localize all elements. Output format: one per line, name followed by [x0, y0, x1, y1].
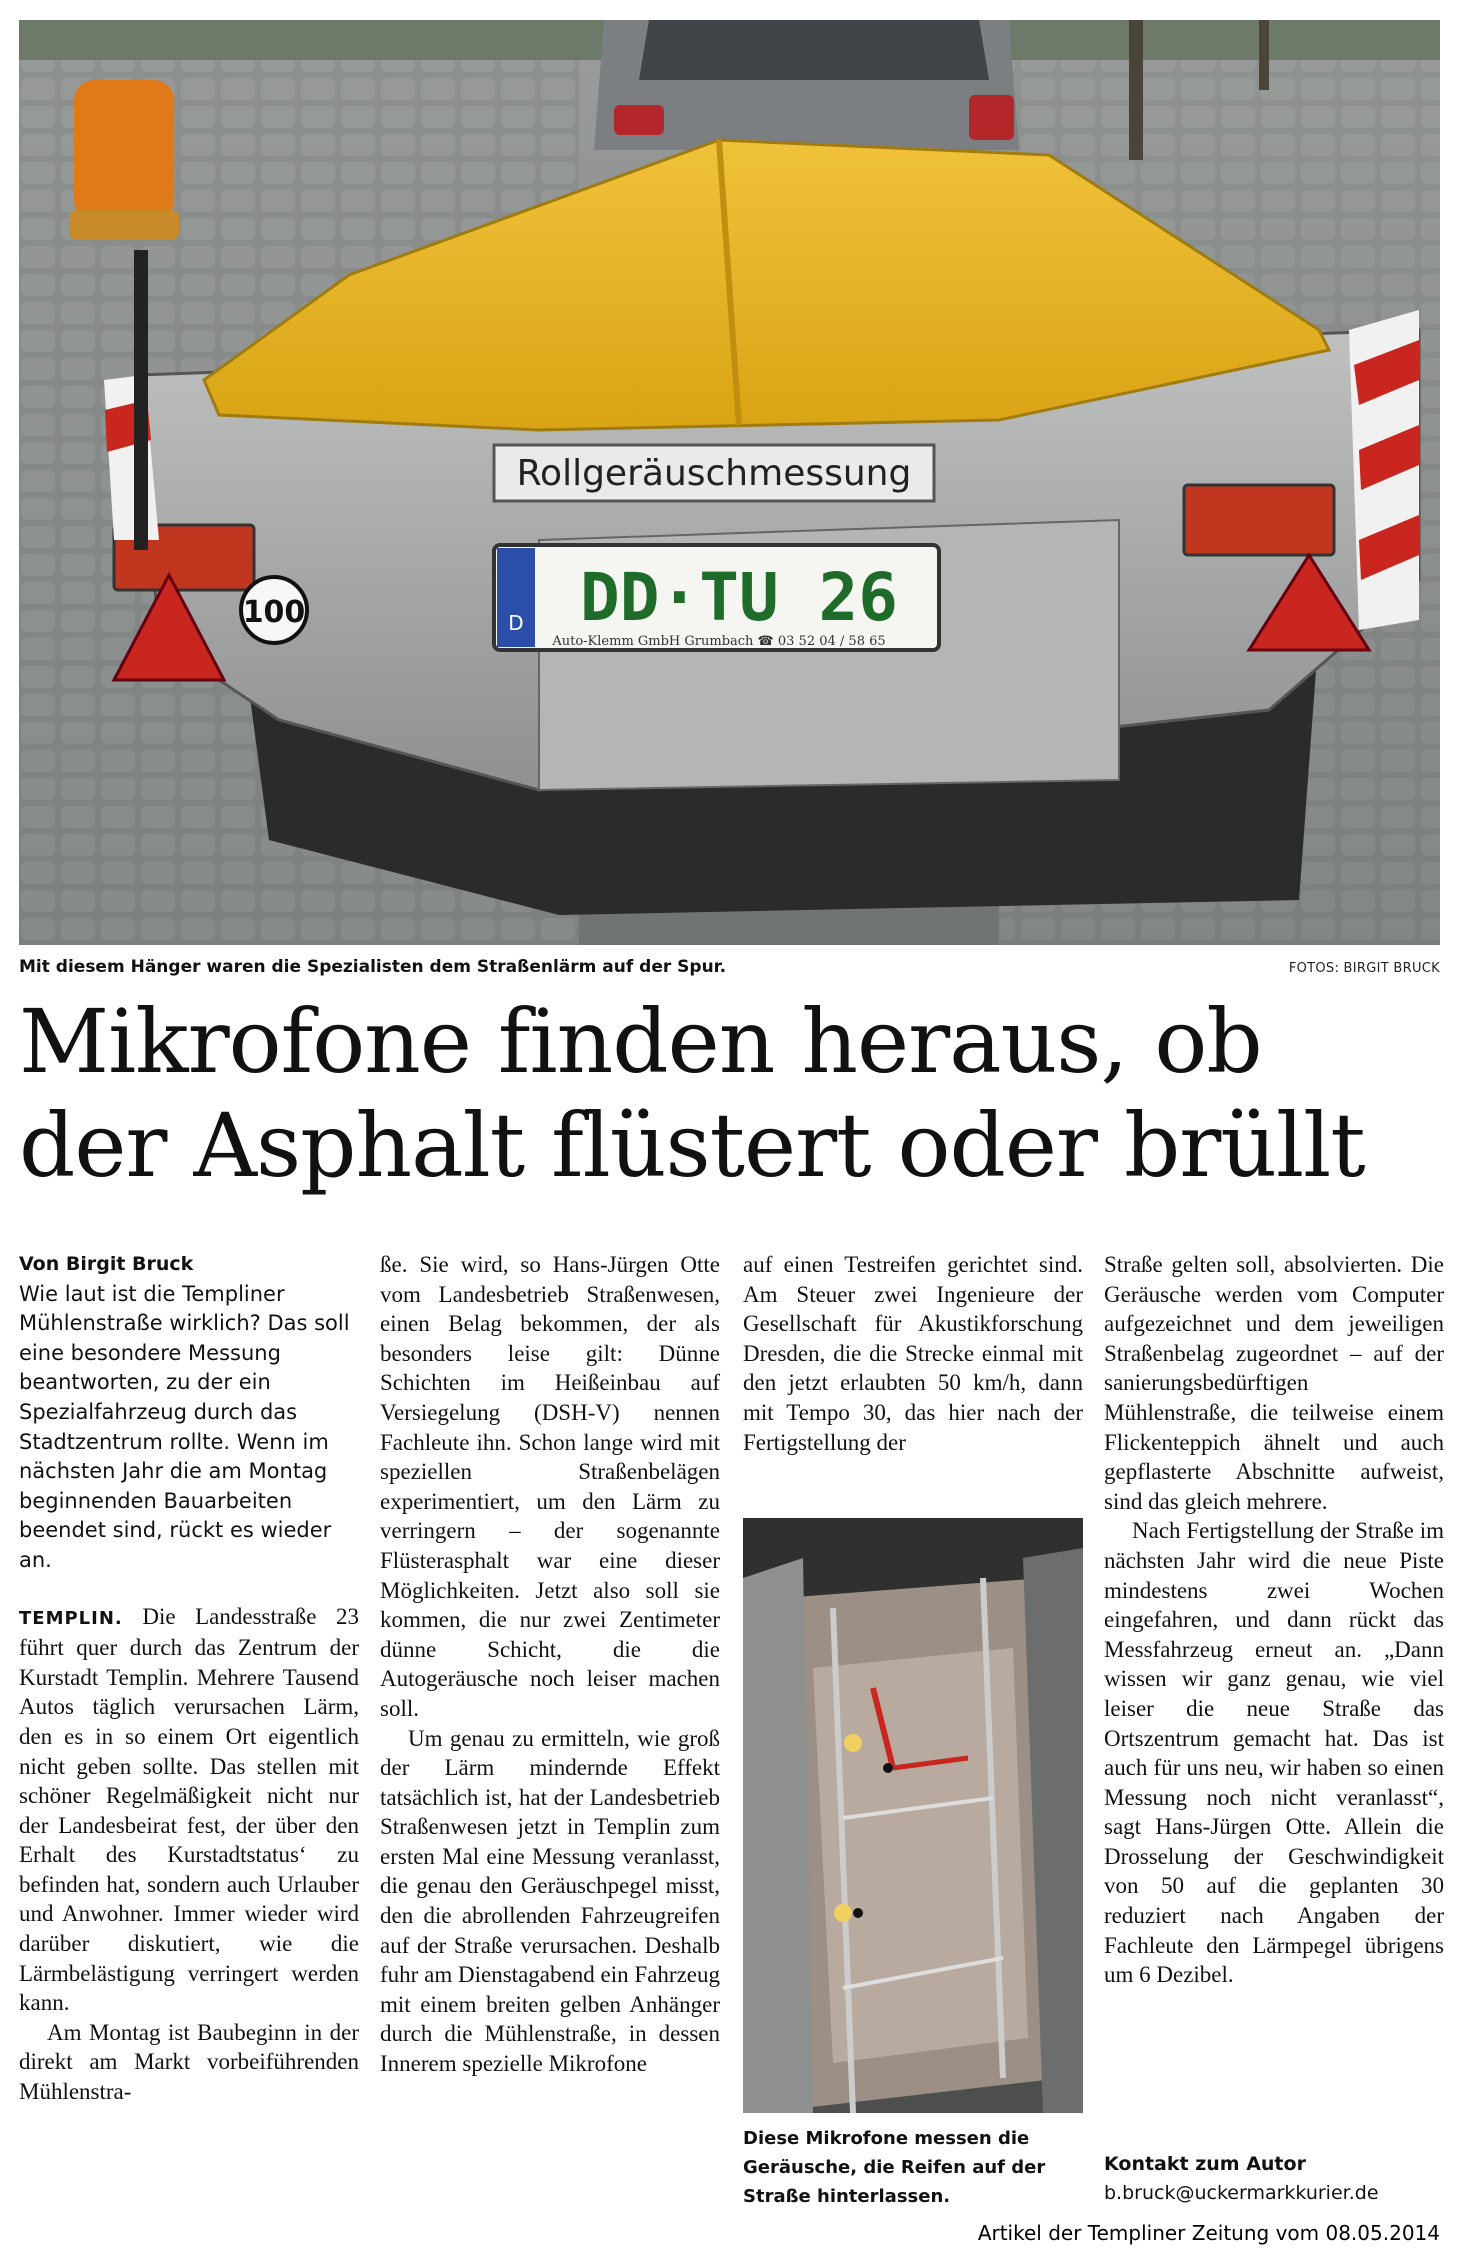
paragraph: Nach Fertigstellung der Straße im nächsten Jahr wird die neue Piste mindestens zwei Wochen eingefahren, und dann rückt das Messfahrzeug erneut an. „Dann wissen wir ganz genau, wie viel leiser die neue Straße das Ortszentrum gemacht hat. Das ist auch für uns neu, wir haben so einen Messung noch nicht veranlasst“, sagt Hans-Jürgen Otte. Allein die Drosselung der Geschwindigkeit von 50 auf die geplanten 30 reduziert nach Angaben der Fachleute den Lärmpegel übrigens um 6 Dezibel. — [1104, 1518, 1444, 1988]
column-4 — [1104, 1250, 1444, 1990]
column-3 — [743, 1250, 1083, 1457]
paragraph: Straße gelten soll, absolvierten. Die Geräusche werden vom Computer aufgezeichnet und dem jeweiligen Straßenbelag zugeordnet – auf der sanierungsbedürftigen Mühlenstraße, die teilweise einem Flickenteppich ähnelt und auch gepflasterte Abschnitte aufweist, sind das gleich mehrere. — [1104, 1252, 1444, 1514]
source-footer: Artikel der Templiner Zeitung vom 08.05.2014 — [977, 2221, 1440, 2245]
contact-email[interactable]: b.bruck@uckermarkkurier.de — [1104, 2182, 1379, 2204]
measurement-sign: Rollgeräuschmessung — [516, 453, 912, 494]
teaser: Wie laut ist die Templiner Mühlenstraße wirklich? Das soll eine besondere Messung beantworten, zu der ein Spezialfahrzeug durch das Stadtzentrum rollte. Wenn im nächsten Jahr die am Montag beginnenden Bauarbeiten beendet sind, rückt es wieder an. — [19, 1281, 350, 1572]
paragraph: Um genau zu ermitteln, wie groß der Lärm mindernde Effekt tatsächlich ist, hat der Landesbetrieb Straßenwesen jetzt in Templin zum ersten Mal eine Messung veranlasst, die genau den Geräuschpegel misst, den die abrollenden Fahrzeugreifen auf der Straße verursachen. Deshalb fuhr am Dienstagabend ein Fahrzeug mit einem breiten gelben Anhänger durch die Mühlenstraße, in dessen Innerem spezielle Mikrofone — [380, 1725, 720, 2077]
column-2 — [380, 1250, 720, 2079]
contact-title: Kontakt zum Autor — [1104, 2153, 1306, 2175]
paragraph: Am Montag ist Baubeginn in der direkt am Markt vorbeiführenden Mühlenstra- — [19, 2019, 359, 2105]
license-plate: DD·TU 26 — [580, 559, 898, 636]
photo-credit: FOTOS: BIRGIT BRUCK — [1288, 961, 1440, 976]
column-1 — [19, 1250, 359, 2107]
dateline: TEMPLIN. — [19, 1607, 123, 1629]
speed-sign: 100 — [242, 595, 306, 630]
trailer-photo — [19, 20, 1440, 945]
photo-caption: Mit diesem Hänger waren die Spezialisten dem Straßenlärm auf der Spur. — [19, 957, 727, 977]
headline-line-2: der Asphalt flüstert oder brüllt — [19, 1094, 1365, 1197]
microphone-photo-caption: Diese Mikrofone messen die Geräusche, die Reifen auf der Straße hinterlassen. — [743, 2128, 1046, 2207]
headline — [19, 990, 1449, 1198]
paragraph — [19, 1602, 359, 2018]
paragraph: ße. Sie wird, so Hans-Jürgen Otte vom Landesbetrieb Straßenwesen, einen Belag bekommen, der als besonders leise gilt: Dünne Schichten im Heißeinbau auf Versiegelung (DSH-V) nennen Fachleute ihn. Schon lange wird mit speziellen Straßenbelägen experimentiert, um den Lärm zu verringern – der sogenannte Flüsterasphalt war eine dieser Möglichkeiten. Jetzt also soll sie kommen, die nur zwei Zentimeter dünne Schicht, die die Autogeräusche noch leiser machen soll. — [380, 1252, 720, 1721]
headline-line-1: Mikrofone finden heraus, ob — [19, 990, 1262, 1093]
microphone-photo — [743, 1518, 1083, 2113]
plate-country: D — [508, 611, 524, 635]
paragraph: auf einen Testreifen gerichtet sind. Am Steuer zwei Ingenieure der Gesellschaft für Akustikforschung Dresden, die die Strecke einmal mit den jetzt erlaubten 50 km/h, dann mit Tempo 30, das hier nach der Fertigstellung der — [743, 1252, 1083, 1455]
paragraph-body: Die Landesstraße 23 führt quer durch das Zentrum der Kurstadt Templin. Mehrere Tausend Autos täglich verursachen Lärm, den es in so einem Ort eigentlich nicht geben sollte. Das stellen mit schöner Regelmäßigkeit nicht nur der Landesbeirat fest, der über den Erhalt des Kurstadtstatus‘ zu befinden hat, sondern auch Urlauber und Anwohner. Immer wieder wird darüber diskutiert, wie die Lärmbelästigung verringert werden kann. — [19, 1603, 360, 2016]
dealer-text: Auto-Klemm GmbH Grumbach ☎ 03 52 04 / 58 65 — [552, 634, 886, 649]
byline: Von Birgit Bruck — [19, 1253, 194, 1275]
